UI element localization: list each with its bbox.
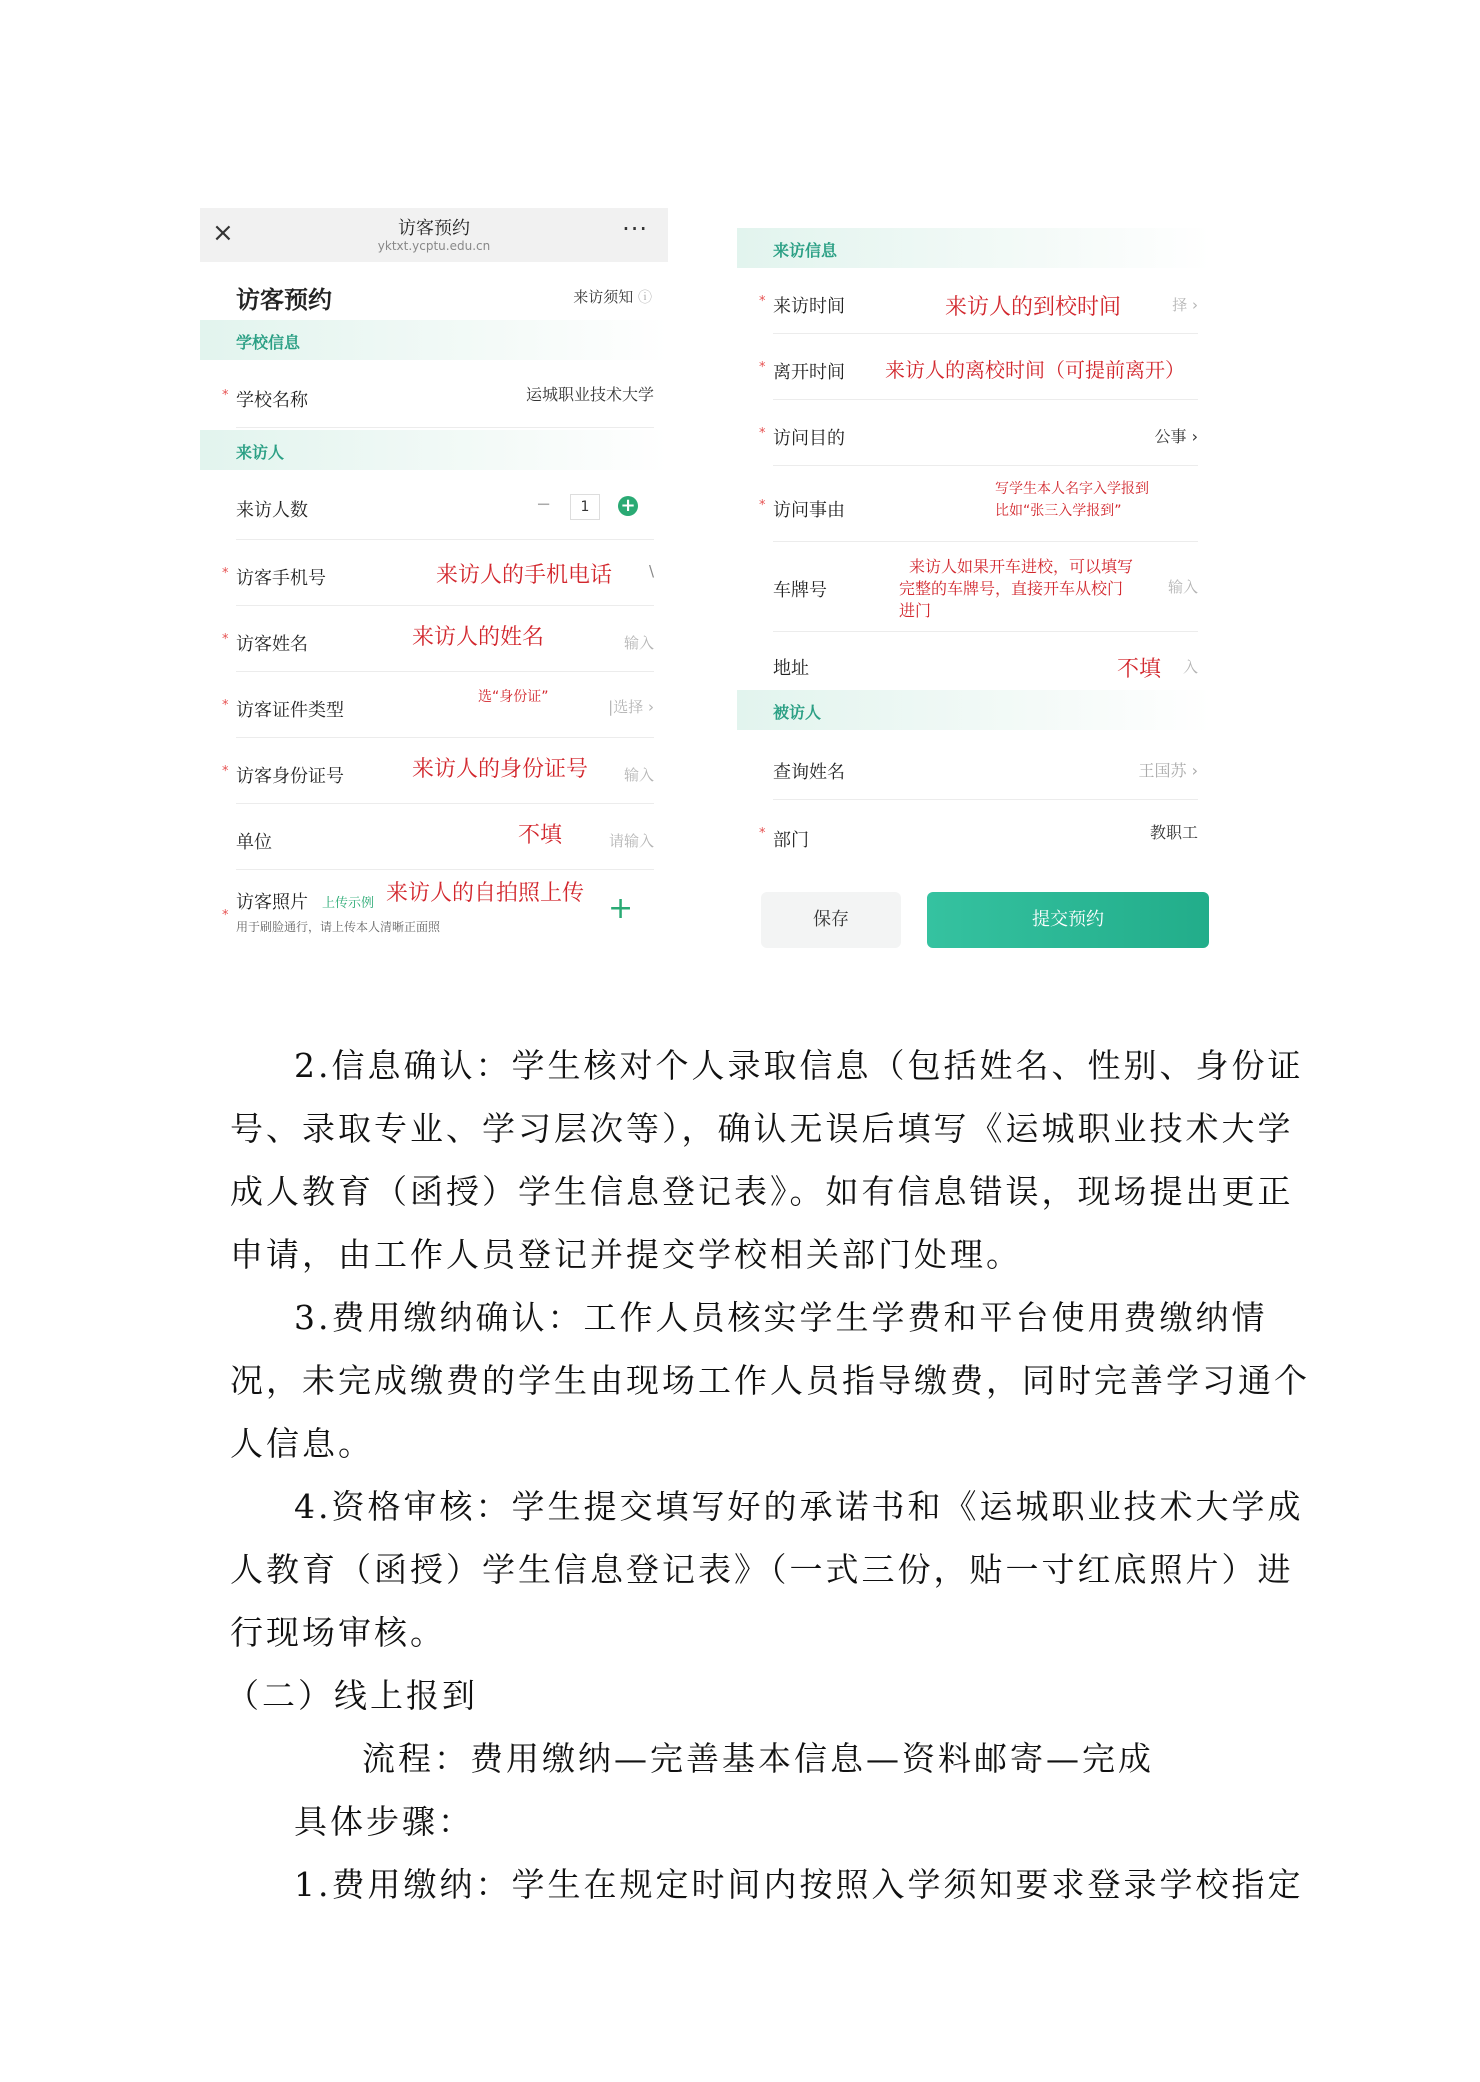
required-mark: *	[222, 908, 229, 923]
annotation: 来访人的自拍照上传	[386, 881, 585, 906]
visitor-count-input[interactable]: 1	[570, 494, 600, 520]
section-host	[737, 690, 1212, 730]
save-button[interactable]: 保存	[761, 892, 901, 948]
school-name-value: 运城职业技术大学	[525, 385, 654, 404]
field-label: 地址	[773, 658, 809, 679]
row-phone[interactable]	[200, 542, 668, 606]
row-leave-time[interactable]	[737, 336, 1212, 400]
annotation-line: 比如“张三入学报到”	[995, 503, 1122, 519]
text-line: 3.费用缴纳确认：工作人员核实学生学费和平台使用费缴纳情	[294, 1298, 1268, 1337]
id-type-select[interactable]: |选择 ›	[608, 698, 654, 716]
text-line: 况，未完成缴费的学生由现场工作人员指导缴费，同时完善学习通个	[230, 1361, 1310, 1400]
text-line: 人教育（函授）学生信息登记表》（一式三份，贴一寸红底照片）进	[230, 1550, 1294, 1589]
text-line: 号、录取专业、学习层次等），确认无误后填写《运城职业技术大学	[230, 1109, 1294, 1148]
visit-notice-link[interactable]	[573, 286, 652, 307]
divider	[773, 465, 1198, 466]
field-label: 部门	[773, 830, 809, 851]
required-mark: *	[759, 360, 766, 375]
annotation: 来访人的离校时间（可提前离开）	[885, 358, 1185, 382]
divider	[236, 803, 654, 804]
text-line: 成人教育（函授）学生信息登记表》。如有信息错误，现场提出更正	[230, 1172, 1294, 1211]
row-id-type[interactable]	[200, 674, 668, 738]
required-mark: *	[759, 426, 766, 441]
divider	[236, 869, 654, 870]
annotation: 不填	[1117, 657, 1162, 682]
required-mark: *	[222, 764, 229, 779]
required-mark: *	[222, 698, 229, 713]
annotation: 不填	[518, 823, 563, 848]
decrement-button[interactable]: −	[536, 494, 552, 515]
required-mark: *	[222, 566, 229, 581]
required-mark: *	[222, 388, 229, 403]
required-mark: *	[759, 498, 766, 513]
annotation: 选“身份证”	[478, 689, 549, 705]
field-label: 离开时间	[773, 362, 845, 383]
id-number-input-hint[interactable]: 输入	[623, 766, 654, 784]
section-school-info	[200, 320, 668, 360]
annotation: 来访人的到校时间	[945, 295, 1122, 320]
field-label: 访客姓名	[236, 634, 308, 655]
divider	[773, 399, 1198, 400]
row-name[interactable]	[200, 608, 668, 672]
notice-label: 来访须知	[573, 288, 634, 306]
required-mark: *	[759, 826, 766, 841]
flow-line: 流程：费用缴纳—完善基本信息—资料邮寄—完成	[362, 1739, 1154, 1778]
text-line: 人信息。	[230, 1424, 374, 1463]
section-heading: （二）线上报到	[226, 1676, 478, 1715]
field-label: 访客证件类型	[236, 700, 344, 721]
address-input-hint[interactable]: 入	[1182, 658, 1198, 676]
department-value: 教职工	[1149, 823, 1198, 842]
row-company[interactable]	[200, 806, 668, 870]
upload-example-link[interactable]: 上传示例	[322, 896, 375, 911]
field-label: 来访时间	[773, 296, 845, 317]
divider	[236, 427, 654, 428]
annotation-line: 进门	[899, 601, 932, 620]
increment-button[interactable]: +	[618, 496, 638, 516]
topbar-url: yktxt.ycptu.edu.cn	[377, 239, 491, 253]
field-label: 访客身份证号	[236, 766, 344, 787]
annotation: 来访人的手机电话	[436, 563, 613, 588]
section-label: 来访信息	[773, 241, 838, 260]
purpose-value[interactable]: 公事 ›	[1154, 427, 1198, 446]
visitor-form-screenshot-right	[737, 212, 1212, 957]
divider	[236, 737, 654, 738]
plate-input-hint[interactable]: 输入	[1167, 578, 1198, 596]
close-icon[interactable]: ×	[212, 218, 234, 248]
field-label: 单位	[236, 832, 272, 853]
annotation: 来访人的姓名	[412, 625, 545, 650]
row-query-name[interactable]	[737, 736, 1212, 800]
required-mark: *	[222, 632, 229, 647]
browser-top-bar	[200, 208, 668, 262]
arrive-time-select[interactable]: 择 ›	[1172, 296, 1198, 314]
text-line: 2.信息确认：学生核对个人录取信息（包括姓名、性别、身份证	[294, 1046, 1304, 1085]
company-input-hint[interactable]: 请输入	[608, 832, 654, 850]
field-label: 车牌号	[773, 580, 827, 601]
text-line: 具体步骤：	[294, 1802, 474, 1841]
text-line: 行现场审核。	[230, 1613, 446, 1652]
add-photo-icon[interactable]: +	[608, 891, 634, 926]
field-label: 查询姓名	[773, 762, 845, 783]
section-label: 学校信息	[236, 333, 301, 352]
info-icon: ⓘ	[638, 290, 652, 306]
row-visitor-count	[200, 476, 668, 540]
row-arrive-time[interactable]	[737, 270, 1212, 334]
text-line: 1.费用缴纳：学生在规定时间内按照入学须知要求登录学校指定	[294, 1865, 1304, 1904]
annotation-line: 完整的车牌号，直接开车从校门	[899, 579, 1124, 598]
text-line: 申请，由工作人员登记并提交学校相关部门处理。	[230, 1235, 1022, 1274]
field-label: 访问目的	[773, 428, 845, 449]
row-purpose[interactable]	[737, 402, 1212, 466]
more-icon[interactable]: ···	[622, 215, 648, 243]
section-label: 被访人	[773, 703, 822, 722]
photo-note: 用于刷脸通行，请上传本人清晰正面照	[236, 920, 441, 934]
phone-input-hint[interactable]: \	[648, 562, 654, 580]
row-address[interactable]	[737, 632, 1212, 696]
row-plate-number[interactable]	[737, 542, 1212, 632]
row-reason[interactable]	[737, 468, 1212, 542]
divider	[773, 333, 1198, 334]
divider	[236, 605, 654, 606]
field-label: 来访人数	[236, 500, 308, 521]
text-line: 4.资格审核：学生提交填写好的承诺书和《运城职业技术大学成	[294, 1487, 1304, 1526]
visitor-form-screenshot-left	[200, 208, 668, 950]
field-label: 访问事由	[773, 500, 845, 521]
row-photo	[200, 872, 668, 950]
topbar-title: 访客预约	[398, 218, 470, 239]
divider	[236, 671, 654, 672]
section-visitor	[200, 430, 668, 470]
annotation-line: 来访人如果开车进校，可以填写	[909, 557, 1134, 576]
page-title: 访客预约	[236, 286, 332, 314]
submit-booking-button[interactable]: 提交预约	[927, 892, 1209, 948]
field-label: 访客手机号	[236, 568, 326, 589]
row-id-number[interactable]	[200, 740, 668, 804]
divider	[773, 799, 1198, 800]
query-name-value[interactable]: 王国苏 ›	[1138, 761, 1198, 780]
row-department	[737, 802, 1212, 866]
annotation-line: 写学生本人名字入学报到	[995, 481, 1149, 497]
field-label: 访客照片	[236, 892, 308, 913]
annotation: 来访人的身份证号	[412, 757, 589, 782]
section-label: 来访人	[236, 443, 285, 462]
field-label: 学校名称	[236, 390, 308, 411]
name-input-hint[interactable]: 输入	[623, 634, 654, 652]
required-mark: *	[759, 294, 766, 309]
section-visit-info	[737, 228, 1212, 268]
divider	[236, 539, 654, 540]
row-school-name	[200, 364, 668, 428]
